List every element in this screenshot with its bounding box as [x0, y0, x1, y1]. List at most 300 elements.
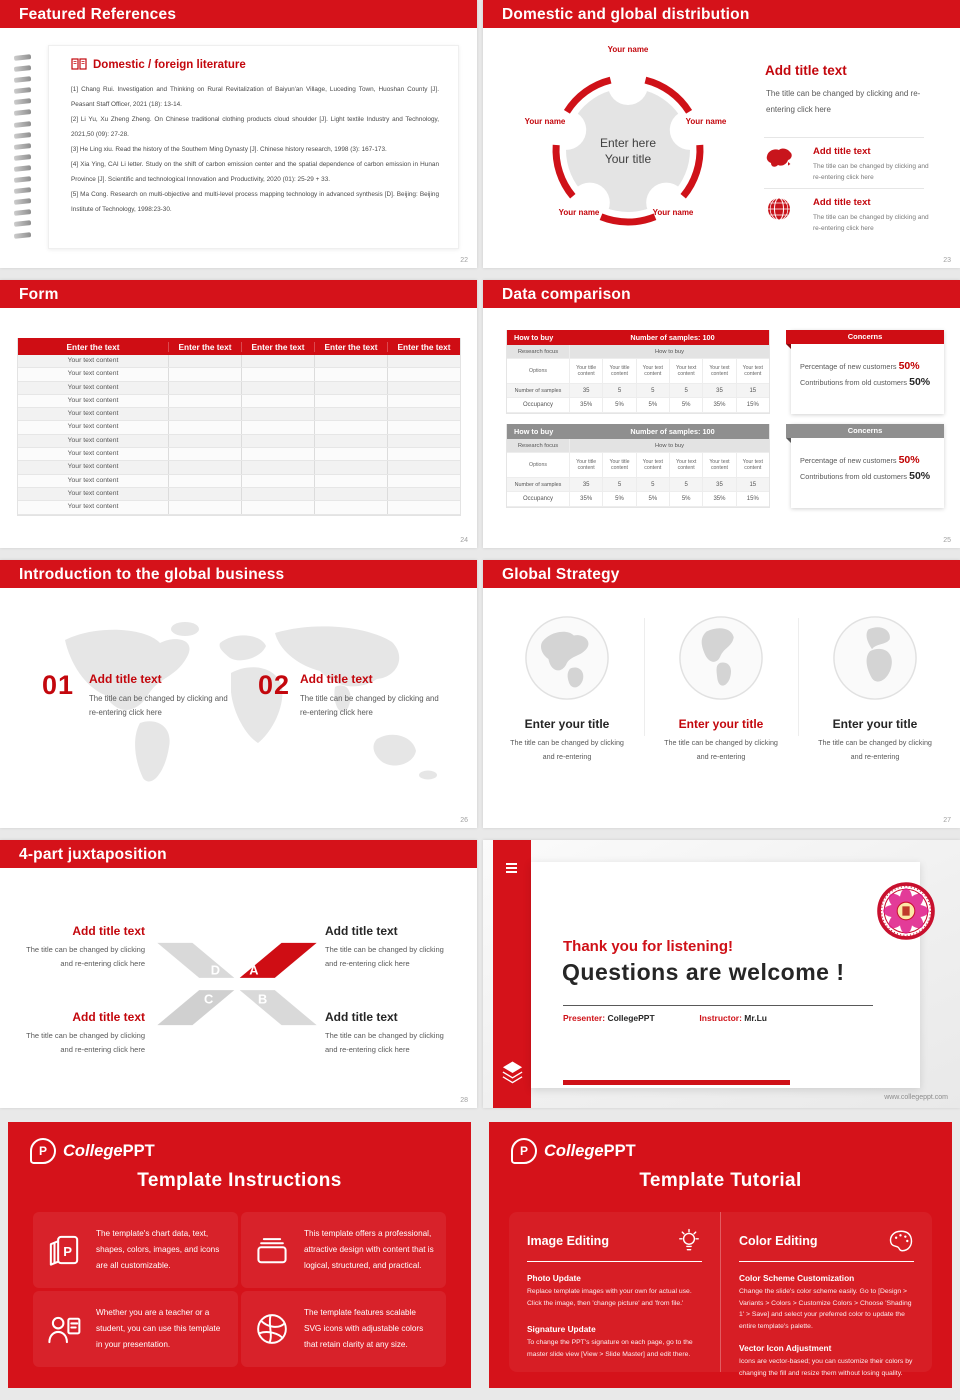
red-accent-bar: [563, 1080, 790, 1085]
concern-text: Percentage of new customers: [800, 362, 897, 371]
concern-value: 50%: [909, 376, 931, 388]
palette-icon: [888, 1228, 914, 1254]
option-cell: Your text content: [736, 453, 769, 477]
tutorial-item-body: Icons are vector-based; you can customize their colors by changing the fill and resize them without losing quality.: [739, 1358, 913, 1377]
add-title-body: The title can be changed by clicking and re-entering click here: [766, 89, 921, 114]
heading-underline: [527, 1261, 702, 1262]
slide-title-bar: [0, 280, 477, 308]
row-cell-empty: [314, 368, 387, 380]
row-cell: Your text content: [67, 396, 119, 404]
value-cell: 15%: [736, 398, 769, 412]
table-row: [18, 408, 460, 421]
template-tutorial-panel: [489, 1122, 952, 1388]
row-cell-empty: [387, 408, 460, 420]
spiral-coil: [14, 132, 31, 138]
row-label: Research focus: [517, 442, 559, 449]
column-title: Enter your title: [678, 717, 764, 731]
divider: [764, 188, 924, 189]
spiral-coil: [14, 121, 31, 127]
slide-domestic-global-distribution: [483, 0, 960, 268]
tutorial-item: [739, 1273, 914, 1332]
instruction-card: [241, 1291, 446, 1367]
spiral-coil: [14, 76, 31, 82]
page-number: 22: [460, 257, 468, 264]
slide-thank-you: [483, 840, 960, 1108]
instruction-cards: [33, 1212, 446, 1367]
row-cell-empty: [387, 448, 460, 460]
option-cell: Your text content: [702, 359, 735, 383]
value-cell: 15: [736, 478, 769, 491]
block-heading: Add title text: [72, 1010, 145, 1024]
brand-icon: P: [30, 1138, 56, 1164]
option-cell: Your title content: [569, 359, 602, 383]
row-cell: Your text content: [67, 463, 119, 471]
spiral-coil: [14, 110, 31, 116]
row-cell: Your text content: [67, 450, 119, 458]
value-cell: 35: [569, 478, 602, 491]
teacher-student-icon: [45, 1311, 83, 1347]
literature-heading-row: [71, 58, 246, 71]
reference-item: [1] Chang Rui. Investigation and Thinking on Rural Revitalization of Baiyun'an Village, Luceding Town, Huoshan County [J]. Peasant Staff Officer, 2021 (18): 13-14.: [71, 86, 439, 108]
china-map-icon: [764, 146, 794, 170]
row-cell-empty: [314, 382, 387, 394]
row-cell-empty: [387, 435, 460, 447]
spiral-coil: [14, 98, 31, 104]
divider: [563, 1005, 873, 1006]
row-cell-empty: [241, 355, 314, 367]
concern-value: 50%: [898, 454, 920, 466]
spiral-coil: [14, 54, 31, 60]
slide-featured-references: [0, 0, 477, 268]
strategy-column: [490, 614, 644, 765]
option-cell: Your text content: [702, 453, 735, 477]
table-row: [18, 475, 460, 488]
table-row: [18, 488, 460, 501]
page-number: 24: [460, 537, 468, 544]
row-cell-empty: [387, 382, 460, 394]
instruction-card: [33, 1291, 238, 1367]
reference-item: [5] Ma Cong. Research on multi-objective and multi-level process mapping technology in advanced synthesis [D]. Beijing: Beijing Institute of Technology, 1998:23-30.: [71, 191, 439, 213]
row-cell-empty: [168, 421, 241, 433]
item-heading: Add title text: [813, 146, 871, 157]
tutorial-column-color-editing: [720, 1212, 932, 1377]
row-value: How to buy: [569, 345, 769, 358]
block-heading: Add title text: [72, 924, 145, 938]
slide-title: Featured References: [19, 6, 177, 23]
row-cell-empty: [387, 461, 460, 473]
row-cell-empty: [168, 368, 241, 380]
thank-you-card: [531, 862, 920, 1088]
diagram-node-label: Your name: [652, 208, 694, 217]
letter-c: C: [204, 991, 214, 1007]
slide-title-bar: [0, 840, 477, 868]
row-cell-empty: [168, 395, 241, 407]
page-number: 28: [460, 1097, 468, 1104]
option-cell: Your text content: [669, 453, 702, 477]
item-body: The title can be changed by clicking and re-entering click here: [89, 694, 228, 718]
row-label: Number of samples: [514, 481, 562, 488]
row-cell: Your text content: [67, 503, 119, 511]
value-cell: 35: [569, 384, 602, 397]
column-title: Enter your title: [832, 717, 918, 731]
option-cell: Your text content: [669, 359, 702, 383]
page-number: 27: [943, 817, 951, 824]
form-table: [17, 338, 461, 516]
table-row: [18, 382, 460, 395]
spiral-coil: [14, 154, 31, 160]
panel-title: Template Tutorial: [639, 1170, 802, 1191]
block-body: The title can be changed by clicking and re-entering click here: [325, 1031, 444, 1055]
block-body: The title can be changed by clicking and re-entering click here: [325, 945, 444, 969]
brand-icon: P: [511, 1138, 537, 1164]
column-title: Enter your title: [524, 717, 610, 731]
spiral-coil: [14, 198, 31, 204]
tutorial-item-title: Vector Icon Adjustment: [739, 1343, 832, 1354]
add-title-heading: Add title text: [765, 63, 847, 78]
header-cell: Enter the text: [314, 342, 387, 352]
tutorial-item-body: To change the PPT's signature on each page, go to the master slide view [View > Slide Master] and edit there.: [527, 1339, 693, 1358]
row-cell: Your text content: [67, 410, 119, 418]
item-body: The title can be changed by clicking and re-entering click here: [300, 694, 439, 718]
row-cell-empty: [314, 448, 387, 460]
block-body: The title can be changed by clicking and re-entering click here: [26, 1031, 145, 1055]
option-cell: Your title content: [602, 359, 635, 383]
slide-title-bar: [483, 560, 960, 588]
value-cell: 5%: [669, 398, 702, 412]
slide-data-comparison: [483, 280, 960, 548]
spiral-binding: [14, 55, 31, 244]
row-cell: Your text content: [67, 476, 119, 484]
column-body: The title can be changed by clicking and re-entering: [664, 738, 778, 762]
letter-b: B: [258, 991, 268, 1007]
option-cell: Your title content: [602, 453, 635, 477]
instructor-label: Instructor:: [699, 1013, 742, 1023]
value-cell: 5: [669, 478, 702, 491]
text-block-top-left: [18, 924, 145, 972]
diagram-node-label: Your name: [685, 117, 727, 126]
brand-logo: [30, 1138, 155, 1164]
text-block-bottom-right: [325, 1010, 452, 1058]
globe-graphic: [677, 614, 765, 702]
menu-icon: [506, 863, 517, 875]
spiral-coil: [14, 209, 31, 215]
comparison-table-gray: [506, 424, 770, 508]
value-cell: 35%: [702, 492, 735, 506]
table-header-right: Number of samples: 100: [630, 427, 715, 436]
tutorial-item-title: Photo Update: [527, 1273, 581, 1283]
table-header-right: Number of samples: 100: [630, 333, 715, 342]
slide-title: 4-part juxtaposition: [19, 846, 167, 863]
tutorial-heading-row: [527, 1228, 702, 1254]
strategy-column: [798, 614, 952, 765]
concern-text: Contributions from old customers: [800, 378, 908, 387]
instruction-text: The template features scalable SVG icons with adjustable colors that retain clarity at any size.: [304, 1308, 424, 1349]
tutorial-item-body: Change the slide's color scheme easily. Go to [Design > Variants > Colors > Customize Colors > Choose 'Shading 1' > Save] and select your preferred color to update the entire template's palette.: [739, 1288, 912, 1330]
layers-icon: [501, 1060, 524, 1086]
slide-form: [0, 280, 477, 548]
value-cell: 5%: [636, 398, 669, 412]
left-accent-bar: [493, 840, 531, 1108]
instruction-card: [241, 1212, 446, 1288]
column-body: The title can be changed by clicking and re-entering: [510, 738, 624, 762]
row-label: Occupancy: [522, 496, 553, 502]
spiral-coil: [14, 176, 31, 182]
item-body: The title can be changed by clicking and re-entering click here: [813, 163, 929, 182]
row-label: Research focus: [517, 348, 559, 355]
table-row: [18, 501, 460, 514]
lightbulb-icon: [676, 1228, 702, 1254]
value-cell: 5: [636, 384, 669, 397]
slide-title: Domestic and global distribution: [502, 6, 750, 23]
value-cell: 5%: [602, 492, 635, 506]
value-cell: 35: [702, 478, 735, 491]
block-heading: Add title text: [325, 1010, 398, 1024]
references-card: [48, 45, 459, 249]
literature-heading: Domestic / foreign literature: [93, 58, 246, 71]
brand-name-college: College: [63, 1141, 123, 1160]
value-cell: 15: [736, 384, 769, 397]
row-cell-empty: [314, 475, 387, 487]
row-cell-empty: [168, 355, 241, 367]
spiral-coil: [14, 165, 31, 171]
row-cell-empty: [241, 488, 314, 500]
spiral-coil: [14, 232, 31, 238]
item-number: 01: [42, 670, 75, 700]
value-cell: 35%: [569, 398, 602, 412]
row-cell-empty: [241, 475, 314, 487]
value-cell: 5: [636, 478, 669, 491]
tutorial-item: [739, 1343, 914, 1379]
table-row: [18, 435, 460, 448]
tutorial-column-image-editing: [509, 1212, 720, 1372]
brand-logo: [511, 1138, 636, 1164]
row-cell-empty: [387, 355, 460, 367]
brand-name: [544, 1142, 636, 1161]
page-number: 25: [943, 537, 951, 544]
row-cell-empty: [241, 461, 314, 473]
header-cell: Enter the text: [66, 341, 120, 352]
row-value: How to buy: [569, 439, 769, 452]
row-cell: Your text content: [67, 436, 119, 444]
item-heading: Add title text: [89, 672, 162, 686]
presenter-label: Presenter:: [563, 1013, 606, 1023]
questions-subtitle: Questions are welcome !: [562, 959, 845, 985]
form-table-body: [18, 355, 460, 515]
row-cell-empty: [168, 461, 241, 473]
row-label: Options: [529, 462, 547, 468]
slide-title-bar: [0, 560, 477, 588]
instruction-text: This template offers a professional, attractive design with content that is logical, structured, and practical.: [304, 1229, 434, 1270]
slide-global-strategy: [483, 560, 960, 828]
table-header-left: How to buy: [514, 333, 554, 342]
item-block: [89, 672, 239, 721]
row-cell-empty: [168, 382, 241, 394]
table-row: [18, 355, 460, 368]
row-cell-empty: [314, 461, 387, 473]
presenter-row: [563, 1013, 767, 1023]
tutorial-columns: [509, 1212, 932, 1377]
slide-title-bar: [483, 280, 960, 308]
concerns-ribbon: Concerns: [786, 330, 944, 344]
row-cell-empty: [168, 435, 241, 447]
row-cell-empty: [314, 488, 387, 500]
value-cell: 5: [602, 478, 635, 491]
item-body: The title can be changed by clicking and re-entering click here: [813, 214, 929, 233]
tutorial-item-title: Signature Update: [527, 1324, 596, 1335]
table-header-left: How to buy: [514, 427, 554, 436]
strategy-column: [644, 614, 798, 765]
option-cell: Your title content: [569, 453, 602, 477]
globe-icon: [766, 196, 792, 222]
brand-name: [63, 1142, 155, 1161]
block-body: The title can be changed by clicking and re-entering click here: [26, 945, 145, 969]
row-label: Options: [529, 368, 547, 374]
block-heading: Add title text: [325, 924, 398, 938]
slide-title-bar: [483, 0, 960, 28]
row-cell: Your text content: [67, 357, 119, 364]
value-cell: 5: [602, 384, 635, 397]
row-cell-empty: [314, 408, 387, 420]
reference-item: [4] Xia Ying, CAI Li letter. Study on the shift of carbon emission center and the spatial dependence of carbon emission in Hunan Province [J]. Scientific and technological Innovation and Productivity, 2020 (01): 25-29 + 33.: [71, 161, 439, 183]
row-cell: Your text content: [67, 370, 119, 378]
page-number: 26: [460, 817, 468, 824]
tutorial-item: [527, 1273, 702, 1309]
row-cell-empty: [387, 395, 460, 407]
value-cell: 35%: [569, 492, 602, 506]
website-text: www.collegeppt.com: [884, 1094, 948, 1101]
template-instructions-panel: [8, 1122, 471, 1388]
row-cell-empty: [241, 421, 314, 433]
letter-a: A: [249, 962, 259, 978]
diagram-center-label: Enter here Your title: [599, 136, 657, 167]
value-cell: 15%: [736, 492, 769, 506]
spiral-coil: [14, 187, 31, 193]
item-heading: Add title text: [813, 197, 871, 208]
header-cell: Enter the text: [168, 342, 241, 352]
concern-text: Contributions from old customers: [800, 472, 908, 481]
university-emblem: [877, 882, 935, 940]
template-pages-icon: [45, 1232, 83, 1268]
spiral-coil: [14, 221, 31, 227]
row-label: Occupancy: [522, 402, 553, 408]
diagram-node-label: Your name: [524, 117, 566, 126]
letter-d: D: [210, 962, 221, 978]
table-row: [18, 448, 460, 461]
slide-4-part-juxtaposition: [0, 840, 477, 1108]
instruction-text: The template's chart data, text, shapes, colors, images, and icons are all customizable.: [96, 1229, 220, 1270]
diagram-node-label: Your name: [607, 45, 649, 54]
value-cell: 5%: [602, 398, 635, 412]
row-cell-empty: [168, 475, 241, 487]
header-cell: Enter the text: [387, 342, 460, 352]
row-cell: Your text content: [67, 423, 119, 431]
reference-item: [2] Li Yu, Xu Zheng Zheng. On Chinese traditional clothing products cloud shoulder [J]. Light textile Industry and Technology, 2021,50 (09): 27-28.: [71, 116, 439, 138]
reference-item: [3] He Ling xiu. Read the history of the Southern Ming Dynasty [J]. Chinese history research, 1998 (3): 167-173.: [71, 146, 387, 153]
row-cell-empty: [387, 421, 460, 433]
tutorial-item-title: Color Scheme Customization: [739, 1273, 855, 1283]
row-cell-empty: [168, 488, 241, 500]
references-list: [71, 82, 439, 217]
slide-global-business-intro: [0, 560, 477, 828]
vector-ball-icon: [253, 1311, 291, 1347]
tutorial-heading-row: [739, 1228, 914, 1254]
form-table-header: [18, 338, 460, 355]
concern-value: 50%: [898, 360, 920, 372]
row-cell-empty: [387, 501, 460, 513]
row-cell-empty: [314, 395, 387, 407]
concern-text: Percentage of new customers: [800, 456, 897, 465]
row-cell-empty: [241, 408, 314, 420]
row-cell: Your text content: [67, 383, 119, 391]
option-cell: Your text content: [636, 359, 669, 383]
concerns-card-gray: [791, 424, 944, 508]
item-number: 02: [258, 670, 291, 700]
row-cell-empty: [168, 408, 241, 420]
option-cell: Your text content: [736, 359, 769, 383]
slide-title: Global Strategy: [502, 566, 620, 583]
spiral-coil: [14, 87, 31, 93]
row-cell-empty: [314, 435, 387, 447]
concern-value: 50%: [909, 470, 931, 482]
row-cell: Your text content: [67, 489, 119, 497]
value-cell: 35%: [702, 398, 735, 412]
value-cell: 35: [702, 384, 735, 397]
row-cell-empty: [241, 448, 314, 460]
box-icon: [253, 1232, 291, 1268]
table-row: [18, 461, 460, 474]
row-cell-empty: [314, 421, 387, 433]
instruction-text: Whether you are a teacher or a student, you can use this template in your presentation.: [96, 1308, 221, 1349]
tutorial-item-body: Replace template images with your own for actual use. Click the image, then 'change picture' and 'from file.': [527, 1288, 692, 1307]
row-cell-empty: [168, 501, 241, 513]
row-cell-empty: [241, 501, 314, 513]
heading-underline: [739, 1261, 914, 1262]
page-number: 23: [943, 257, 951, 264]
spiral-coil: [14, 65, 31, 71]
row-cell-empty: [314, 355, 387, 367]
divider: [764, 137, 924, 138]
instructor-value: Mr.Lu: [744, 1013, 767, 1023]
concern-line: [800, 376, 930, 388]
brand-name-ppt: PPT: [122, 1141, 155, 1160]
text-block-top-right: [325, 924, 452, 972]
concerns-ribbon: Concerns: [786, 424, 944, 438]
option-cell: Your text content: [636, 453, 669, 477]
concerns-card-red: [791, 330, 944, 414]
instruction-card: [33, 1212, 238, 1288]
item-block: [300, 672, 450, 721]
tutorial-heading: Image Editing: [527, 1234, 609, 1248]
row-cell-empty: [387, 475, 460, 487]
row-cell-empty: [387, 488, 460, 500]
thank-you-title: Thank you for listening!: [563, 938, 734, 955]
svg-text:P: P: [63, 1243, 73, 1259]
slide-title: Data comparison: [502, 286, 631, 303]
row-cell-empty: [241, 435, 314, 447]
arrow-cross-diagram: [156, 940, 318, 1028]
globe-graphic: [831, 614, 919, 702]
brand-name-college: College: [544, 1141, 604, 1160]
table-row: [18, 421, 460, 434]
text-block-bottom-left: [18, 1010, 145, 1058]
globe-graphic: [523, 614, 611, 702]
row-cell-empty: [314, 501, 387, 513]
value-cell: 5%: [636, 492, 669, 506]
column-body: The title can be changed by clicking and re-entering: [818, 738, 932, 762]
row-cell-empty: [241, 382, 314, 394]
value-cell: 5%: [669, 492, 702, 506]
header-cell: Enter the text: [241, 342, 314, 352]
